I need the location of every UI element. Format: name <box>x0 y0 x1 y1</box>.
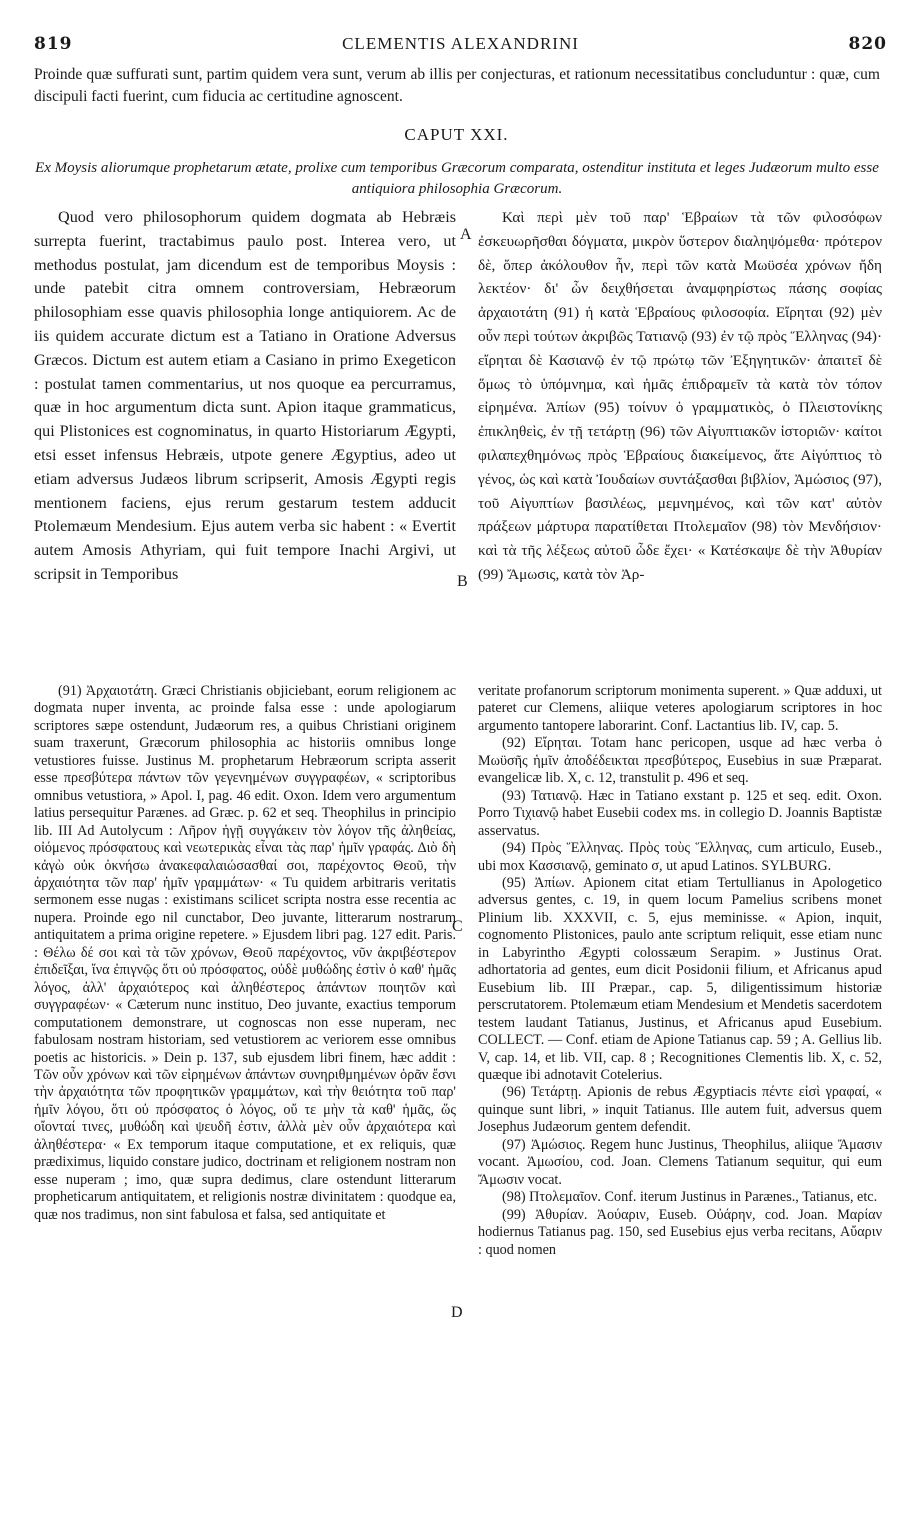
latin-paragraph: Quod vero philosophorum quidem dogmata ab Hebræis surrepta fuerint, tractabimus paulo post. Interea vero, ut methodus postulat, jam dicendum est de temporibus Moysis : unde patebit citra omnem controversiam, Hebræorum philosophiam esse quavis philosophia longe antiquiorem. Ac de iis quidem accurate dictum est a Tatiano in Oratione Adversus Græcos. Dictum est autem etiam a Casiano in primo Exegeticon : postulat tamen commentarius, ut nos quoque ea percurramus, quæ in hoc argumentum dicta sunt. Apion itaque grammaticus, qui Plistonices est cognominatus, in quarto Historiarum Ægypti, etsi esset infensus Hebræis, utpote genere Ægyptius, adeo ut etiam adversus Judæos librum scripserit, Amosis Ægypti regis mentionem faciens, ejus rerum gestarum testem adducit Ptolemæum Mendesium. Ejus autem verba sic habent : « Evertit autem Amosis Athyriam, qui fuit tempore Inachi Argivi, ut scripsit in Temporibus <box>34 208 456 583</box>
footnote: (96) Τετάρτῃ. Apionis de rebus Ægyptiacis πέντε εἰσὶ γραφαί, « quinque sunt libri, » inquit Tatianus. Ille autem fuit, adversus quem Josephus Judæorum gentem defendit. <box>478 1084 882 1136</box>
margin-marker-c: C <box>452 918 463 935</box>
footnote: (93) Τατιανῷ. Hæc in Tatiano exstant p. 125 et seq. edit. Oxon. Porro Τιχιανῷ habet Eusebii codex ms. in collegio D. Joannis Baptistæ asservatus. <box>478 787 882 839</box>
main-text-latin <box>34 206 456 587</box>
footnote: (92) Εἴρηται. Totam hanc pericopen, usque ad hæc verba ὁ Μωϋσῆς ἡμῖν ἀποδέδεικται πρεσβύτερος, Eusebius in suæ Præparat. evangelicæ lib. X, c. 12, transtulit p. 496 et seq. <box>478 735 882 787</box>
left-page-number: 819 <box>34 34 73 54</box>
footnote: (99) Ἀθυρίαν. Ἀούαριν, Euseb. Οὐάρην, cod. Joan. Μαρίαν hodiernus Tatianus pag. 150, sed Eusebius ejus verba recitans, Αὔαριν : quod nomen <box>478 1206 882 1258</box>
main-text-greek <box>478 206 882 587</box>
right-page-number: 820 <box>848 34 887 54</box>
footnote: veritate profanorum scriptorum monimenta superent. » Quæ adduxi, ut pateret cur Clemens, aliique veteres apologiarum scriptores in hoc argumento tantopere laborarint. Conf. Lactantius lib. IV, cap. 5. <box>478 683 882 734</box>
footnotes-right <box>478 683 882 1259</box>
footnote: (91) Ἀρχαιοτάτη. Græci Christianis objiciebant, eorum religionem ac dogmata nuper inventa, ac proinde falsa esse : unde apologiarum scriptores sæpe ostendunt, Judæorum res, a quibus Christiani originem suam traxerunt, Græcorum philosophia ac historiis omnibus longe vetustiores fuisse. Justinus M. prophetarum Hebræorum scripta asserit esse πρεσβύτερα πάντων τῶν γεγενημένων συγγραφέων, « scriptoribus omnibus vetustiora, » Apol. I, pag. 46 edit. Oxon. Idem vero argumentum latius persequitur Parænes. ad Græc. p. 62 et seq. Theophilus in principio lib. III Ad Autolycum : Λῆρον ἡγῇ συγγάκειν τὸν λόγον τῆς ἀληθείας, οἰόμενος πρόσφατους καὶ νεωτερικὰς εἶναι τὰς παρ' ἡμῖν γραφάς. Διὸ δὴ κἀγὼ οὐκ ὀκνήσω ἀνακεφαλαιώσασθαί σοι, παρέχοντος Θεοῦ, τὴν ἀρχαιότητα τῶν παρ' ἡμῖν γραμμάτων· « Tu quidem arbitraris veritatis sermonem esse nugas : existimans scilicet scripta nostra esse recentia ac nupera. Proinde ego nil cunctabor, Deo juvante, litterarum nostrarum antiquitatem a prima origine repetere. » Ejusdem libri pag. 127 edit. Paris. : Θέλω δέ σοι καὶ τὰ τῶν χρόνων, Θεοῦ παρέχοντος, νῦν ἀκριβέστερον ἐπιδεῖξαι, ἵνα ἐπιγνῷς ὅτι οὐ πρόσφατος, οὐδὲ μυθώδης ἐστὶν ὁ καθ' ἡμᾶς λόγος, ἀλλ' ἀρχαιότερος καὶ ἀληθέστερος ἁπάντων ποιητῶν καὶ συγγραφέων· « Cæterum nunc instituo, Deo juvante, exactius temporum computationem demonstrare, ut cognoscas non esse nuperam, nec fabulosam nostram historiam, sed vetustiorem ac veriorem esse omnibus poetis ac historicis. » Dein p. 137, sub ejusdem libri finem, hæc addit : Τῶν οὖν χρόνων καὶ τῶν εἰρημένων ἁπάντων συνηριθμημένων ὁρᾶν ἔσνι τὴν ἀρχαιότητα τῶν προφητικῶν γραμμάτων, καὶ τὴν θειότητα τοῦ παρ' ἡμῖν λόγου, ὅτι οὐ πρόσφατος ὁ λόγος, οὔ τε μὴν τὰ καθ' ἡμᾶς, ὥς οἴονταί τινες, μυθώδη καὶ ψευδῆ ἐστιν, ἀλλὰ μὲν οὖν ἀρχαιότερα καὶ ἀληθέστερα· « Ex temporum itaque computatione, et ex reliquis, quæ prædiximus, liquido constare judico, doctrinam et religionem nostram non esse nuperam ; imo, quæ supra dedimus, clare ostendunt litterarum propheticarum antiquitatem, et religionis nostræ divinitatem : quodque ea, quæ nos tradimus, non sint fabulosa et falsa, sed antiquitate et <box>34 683 456 1223</box>
footnote: (94) Πρὸς Ἕλληνας. Πρὸς τοὺς Ἕλληνας, cum articulo, Euseb., ubi mox Κασσιανῷ, geminato σ, ut apud Latinos. SYLBURG. <box>478 840 882 874</box>
margin-marker-d: D <box>451 1304 463 1321</box>
running-header <box>34 34 887 56</box>
chapter-argument: Ex Moysis aliorumque prophetarum ætate, prolixe cum temporibus Græcorum comparata, ostenditur instituta et leges Judæorum multo esse antiquiora philosophia Græcorum. <box>35 160 879 197</box>
footnote: (97) Ἀμώσιος. Regem hunc Justinus, Theophilus, aliique Ἄμασιν vocant. Ἀμωσίου, cod. Joan. Clemens Tatianum sequitur, qui eum Ἄμωσιν vocat. <box>478 1136 882 1188</box>
intro-paragraph: Proinde quæ suffurati sunt, partim quidem vera sunt, verum ab illis per conjecturas, et rationum necessitatibus concluduntur : quæ, cum discipuli facti fuerint, cum fiducia ac certitudine agnoscent. <box>34 66 880 105</box>
margin-marker-b: B <box>457 573 468 590</box>
greek-paragraph: Καὶ περὶ μὲν τοῦ παρ' Ἑβραίων τὰ τῶν φιλοσόφων ἐσκευωρῆσθαι δόγματα, μικρὸν ὕστερον διαληψόμεθα· πρότερον δὲ, ὅπερ ἀκόλουθον ἦν, περὶ τῶν κατὰ Μωϋσέα χρόνων ἤδη λεκτέον· δι' ὧν δειχθήσεται ἀναμφηρίστως πάσης σοφίας ἀρχαιοτάτη (91) ἡ κατὰ Ἑβραίους φιλοσοφία. Εἴρηται (92) μὲν οὖν περὶ τούτων ἀκριβῶς Τατιανῷ (93) ἐν τῷ πρὸς Ἕλληνας (94)· εἴρηται δὲ Κασιανῷ ἐν τῷ πρώτῳ τῶν Ἐξηγητικῶν· ἀπαιτεῖ δὲ ὅμως τὸ ὑπόμνημα, καὶ ἡμᾶς ἐπιδραμεῖν τὰ κατὰ τὸν τόπον εἰρημένα. Ἀπίων (95) τοίνυν ὁ γραμματικὸς, ὁ Πλειστονίκης ἐπικληθεὶς, ἐν τῇ τετάρτῃ (96) τῶν Αἰγυπτιακῶν ἱστοριῶν· καίτοι φιλαπεχθημόνως πρὸς Ἑβραίους διακείμενος, ἅτε Αἰγύπτιος τὸ γένος, ὡς καὶ κατὰ Ἰουδαίων συντάξασθαι βιβλίον, Ἀμώσιος (97), τοῦ Αἰγυπτίων βασιλέως, μεμνημένος, καὶ τῶν κατ' αὐτὸν πράξεων μάρτυρα παρατίθεται Πτολεμαῖον (98) τὸν Μενδήσιον· καὶ τὰ τῆς λέξεως αὐτοῦ ὧδε ἔχει· « Κατέσκαψε δὲ τὴν Ἀθυρίαν (99) Ἄμωσις, κατὰ τὸν Ἀρ- <box>478 209 882 583</box>
margin-marker-a: A <box>460 226 472 243</box>
chapter-title: CAPUT XXI. <box>404 125 509 144</box>
footnote: (98) Πτολεμαῖον. Conf. iterum Justinus in Parænes., Tatianus, etc. <box>502 1189 878 1206</box>
running-title: CLEMENTIS ALEXANDRINI <box>342 34 579 53</box>
footnotes-left <box>34 683 456 1224</box>
footnote: (95) Ἀπίων. Apionem citat etiam Tertullianus in Apologetico adversus gentes, c. 19, in quem locum Pamelius scribens monet Plinium lib. XXXVII, c. 5, ejus meminisse. « Apion, inquit, cognomento Plistonices, paulo ante scriptum reliquit, esse etiam nunc in Labyrintho Ægypti colossæum Serapim. » Justinus Orat. adhortatoria ad gentes, eum dicit Posidonii filium, et Africanus apud Eusebium lib. III Præpar., cap. 5, diligentissimum historiæ perscrutatorem. Ptolemæum etiam Mendesium et Mendetis sacerdotem testem laudant Tatianus, Justinus, et Africanus apud Eusebium. COLLECT. — Conf. etiam de Apione Tatianus cap. 59 ; A. Gellius lib. V, cap. 14, et lib. VII, cap. 8 ; Recognitiones Clementis lib. X, c. 52, quæque ibi adnotavit Cotelerius. <box>478 874 882 1083</box>
